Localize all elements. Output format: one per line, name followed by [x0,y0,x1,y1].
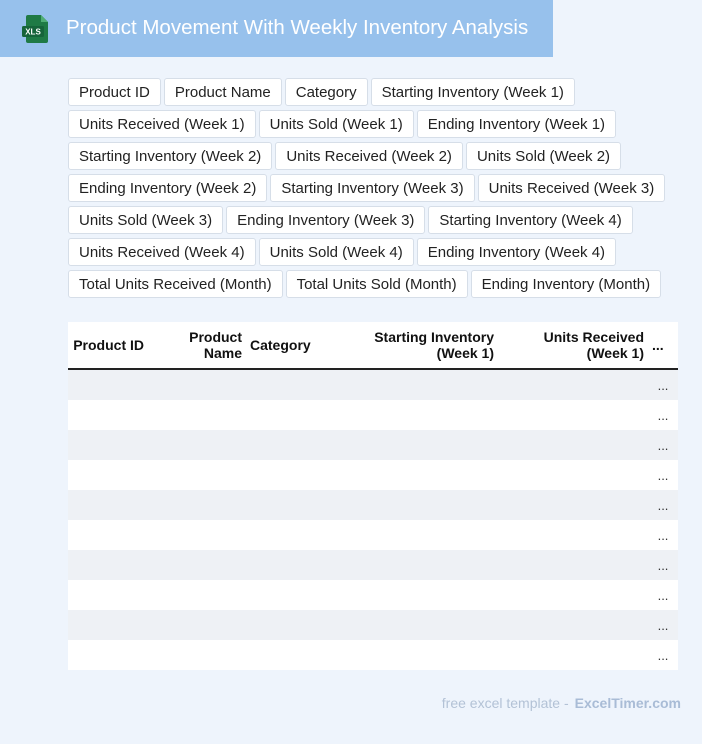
excel-file-icon [21,14,51,44]
footer-brand-link[interactable]: ExcelTimer.com [574,695,681,711]
table-cell [498,520,648,550]
table-cell [148,550,246,580]
table-row [68,460,678,490]
column-header-product-name[interactable]: Product Name [148,322,246,369]
table-row [68,550,678,580]
column-chip[interactable]: Starting Inventory (Week 4) [428,206,632,234]
table-cell [246,430,342,460]
table-cell [342,490,498,520]
column-chip[interactable]: Product ID [68,78,161,106]
column-chip[interactable]: Starting Inventory (Week 1) [371,78,575,106]
column-chip[interactable]: Ending Inventory (Week 4) [417,238,616,266]
column-chip[interactable]: Units Received (Week 2) [275,142,463,170]
table-cell [342,610,498,640]
column-chip[interactable]: Units Received (Week 3) [478,174,666,202]
table-cell [148,490,246,520]
table-cell [246,580,342,610]
table-cell-more: ... [648,460,678,490]
column-chip[interactable]: Product Name [164,78,282,106]
column-header-category[interactable]: Category [246,322,342,369]
table-cell [68,400,148,430]
table-cell [498,460,648,490]
table-cell [342,369,498,400]
column-chip[interactable]: Units Sold (Week 2) [466,142,621,170]
table-cell-more: ... [648,610,678,640]
column-chip[interactable]: Total Units Sold (Month) [286,270,468,298]
table-row [68,369,678,400]
table-cell [246,400,342,430]
column-chip[interactable]: Starting Inventory (Week 3) [270,174,474,202]
page-title: Product Movement With Weekly Inventory Analysis [66,16,529,39]
table-cell [68,490,148,520]
table-cell [342,550,498,580]
table-cell [246,369,342,400]
table-cell [246,640,342,670]
xls-icon-label: XLS [25,27,41,37]
table-cell [246,460,342,490]
table-cell [68,550,148,580]
table-cell [148,640,246,670]
table-cell [498,580,648,610]
column-chip[interactable]: Units Received (Week 1) [68,110,256,138]
table-row [68,610,678,640]
table-cell [342,400,498,430]
table-cell-more: ... [648,580,678,610]
column-chip[interactable]: Units Sold (Week 1) [259,110,414,138]
data-table [68,322,678,670]
column-chip[interactable]: Ending Inventory (Month) [471,270,661,298]
column-chip[interactable]: Starting Inventory (Week 2) [68,142,272,170]
column-chip[interactable]: Total Units Received (Month) [68,270,283,298]
table-cell-more: ... [648,400,678,430]
footer-credit [442,695,681,711]
table-cell [342,640,498,670]
table-cell [148,430,246,460]
table-cell-more: ... [648,550,678,580]
footer-prefix: free excel template - [441,695,569,711]
table-cell-more: ... [648,430,678,460]
column-chip[interactable]: Units Received (Week 4) [68,238,256,266]
table-cell [342,580,498,610]
table-row [68,640,678,670]
table-cell [498,369,648,400]
table-cell-more: ... [648,640,678,670]
table-cell [342,520,498,550]
table-cell [68,430,148,460]
table-cell-more: ... [648,490,678,520]
table-cell [68,460,148,490]
table-cell [498,400,648,430]
column-header-product-id[interactable]: Product ID [68,322,148,369]
table-cell [342,430,498,460]
table-cell-more: ... [648,369,678,400]
column-chip[interactable]: Ending Inventory (Week 1) [417,110,616,138]
table-cell [246,610,342,640]
column-header-units-received-week-1[interactable]: Units Received (Week 1) [498,322,648,369]
table-cell [68,610,148,640]
table-row [68,580,678,610]
table-cell [148,400,246,430]
table-cell [246,520,342,550]
column-chip[interactable]: Ending Inventory (Week 2) [68,174,267,202]
column-chip[interactable]: Units Sold (Week 4) [259,238,414,266]
column-chip[interactable]: Ending Inventory (Week 3) [226,206,425,234]
table-cell [68,640,148,670]
column-header-more[interactable]: ... [648,322,678,369]
table-cell [498,640,648,670]
table-row [68,430,678,460]
table-cell [342,460,498,490]
table-row [68,490,678,520]
table-cell [148,369,246,400]
table-cell [498,430,648,460]
table-cell [148,610,246,640]
table-cell [498,550,648,580]
table-cell-more: ... [648,520,678,550]
page-header [0,0,553,57]
table-cell [68,520,148,550]
column-chip-list [68,78,668,298]
table-cell [68,369,148,400]
table-cell [498,490,648,520]
column-chip[interactable]: Units Sold (Week 3) [68,206,223,234]
table-cell [498,610,648,640]
table-header-row [68,322,678,369]
table-row [68,520,678,550]
table-cell [148,460,246,490]
column-header-starting-inventory-week-1[interactable]: Starting Inventory (Week 1) [342,322,498,369]
column-chip[interactable]: Category [285,78,368,106]
table-cell [148,580,246,610]
table-cell [68,580,148,610]
table-cell [246,490,342,520]
table-cell [148,520,246,550]
table-cell [246,550,342,580]
table-row [68,400,678,430]
